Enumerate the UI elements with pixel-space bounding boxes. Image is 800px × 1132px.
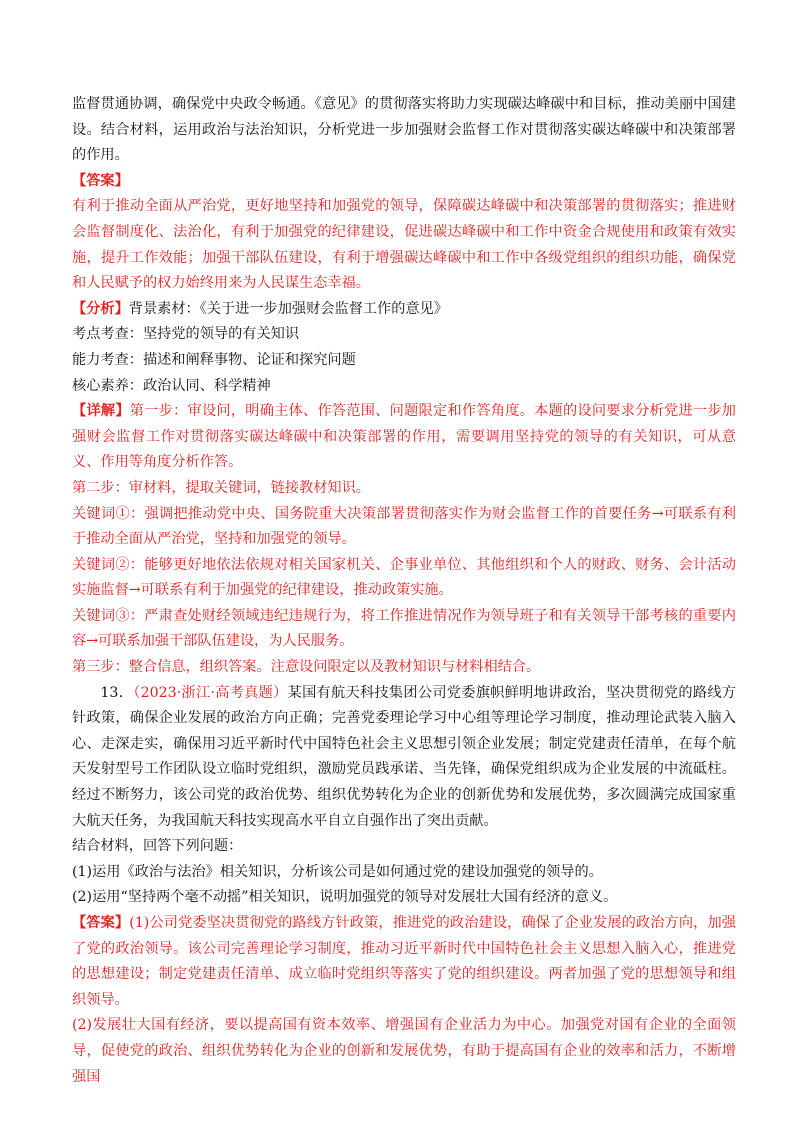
q12-kaodian: 考点考查：坚持党的领导的有关知识 (72, 326, 300, 343)
q12-suyang: 核心素养：政治认同、科学精神 (72, 377, 271, 394)
q12-step3: 第三步：整合信息，组织答案。注意设问限定以及教材知识与材料相结合。 (72, 659, 541, 676)
detail-label: 【详解】 (72, 403, 130, 420)
q12-keyword1: 关键词①：强调把推动党中央、国务院重大决策部署贯彻落实作为财会监督工作的首要任务→可联系有利于推动全面从严治党，坚持和加强党的领导。 (72, 505, 736, 548)
detail-step1: 第一步：审设问，明确主体、作答范围、问题限定和作答角度。本题的设问要求分析党进一步加强财会监督工作对贯彻落实碳达峰碳中和决策部署的作用，需要调用坚持党的领导的有关知识，可从意义、作用等角度分析作答。 (72, 403, 736, 471)
q12-keyword3: 关键词③：严肃查处财经领域违纪违规行为，将工作推进情况作为领导班子和有关领导干部考核的重要内容→可联系加强干部队伍建设，为人民服务。 (72, 607, 736, 650)
q12-detail (72, 399, 736, 476)
q13-stem (72, 681, 736, 835)
answer-part1: (1)公司党委坚决贯彻党的路线方针政策，推进党的政治建设，确保了企业发展的政治方向，加强了党的政治领导。该公司完善理论学习制度，推动习近平新时代中国特色社会主义思想入脑入心，推进党的思想建设；制定党建责任清单、成立临时党组织等落实了党的组织建设。两者加强了党的思想领导和组织领导。 (72, 915, 736, 1008)
q12-answer-label (72, 169, 736, 195)
answer-label: 【答案】 (72, 172, 129, 189)
q12-stem-tail: 监督贯通协调，确保党中央政令畅通。《意见》的贯彻落实将助力实现碳达峰碳中和目标，推动美丽中国建设。结合材料，运用政治与法治知识，分析党进一步加强财会监督工作对贯彻落实碳达峰碳中和决策部署的作用。 (72, 96, 736, 164)
question-number: 13． (100, 684, 134, 701)
analysis-label: 【分析】 (72, 300, 129, 317)
q12-keyword2: 关键词②：能够更好地依法依规对相关国家机关、企事业单位、其他组织和个人的财政、财务、会计活动实施监督→可联系有利于加强党的纪律建设，推动政策实施。 (72, 556, 736, 599)
q13-answer1 (72, 911, 736, 1013)
question-material: 某国有航天科技集团公司党委旗帜鲜明地讲政治，坚决贯彻党的路线方针政策，确保企业发展的政治方向正确；完善党委理论学习中心组等理论学习制度，推动理论武装入脑入心、走深走实，确保用习近平新时代中国特色社会主义思想引领企业发展；制定党建责任清单，在每个航天发射型号工作团队设立临时党组织，激励党员践承诺、当先锋，确保党组织成为企业发展的中流砥柱。经过不断努力，该公司党的政治优势、组织优势转化为企业的创新优势和发展优势，多次圆满完成国家重大航天任务，为我国航天科技实现高水平自立自强作出了突出贡献。 (72, 684, 736, 829)
q12-analysis (72, 297, 736, 323)
analysis-background: 背景素材：《关于进一步加强财会监督工作的意见》 (128, 300, 448, 317)
q13-sub2: (2)运用“坚持两个毫不动摇”相关知识，说明加强党的领导对发展壮大国有经济的意义。 (72, 889, 618, 906)
document-content (72, 92, 736, 1090)
q12-answer: 有利于推动全面从严治党，更好地坚持和加强党的领导，保障碳达峰碳中和决策部署的贯彻落实；推进财会监督制度化、法治化，有利于加强党的纪律建设，促进碳达峰碳中和工作中资金合规使用和政策有效实施，提升工作效能；加强干部队伍建设，有利于增强碳达峰碳中和工作中各级党组织的组织功能，确保党和人民赋予的权力始终用来为人民谋生态幸福。 (72, 198, 736, 292)
answer-label: 【答案】 (72, 915, 130, 931)
q13-answer2: (2)发展壮大国有经济，要以提高国有资本效率、增强国有企业活力为中心。加强党对国有企业的全面领导，促使党的政治、组织优势转化为企业的创新和发展优势，有助于提高国有企业的效率和活力，不断增强国 (72, 1017, 736, 1085)
q13-sub1: (1)运用《政治与法治》相关知识，分析该公司是如何通过党的建设加强党的领导的。 (72, 863, 603, 880)
question-source: （2023·浙江·高考真题） (133, 684, 288, 701)
q12-step2: 第二步：审材料，提取关键词，链接教材知识。 (72, 479, 370, 496)
q12-nengli: 能力考查：描述和阐释事物、论证和探究问题 (72, 351, 356, 368)
q13-prompt: 结合材料，回答下列问题： (72, 838, 243, 855)
